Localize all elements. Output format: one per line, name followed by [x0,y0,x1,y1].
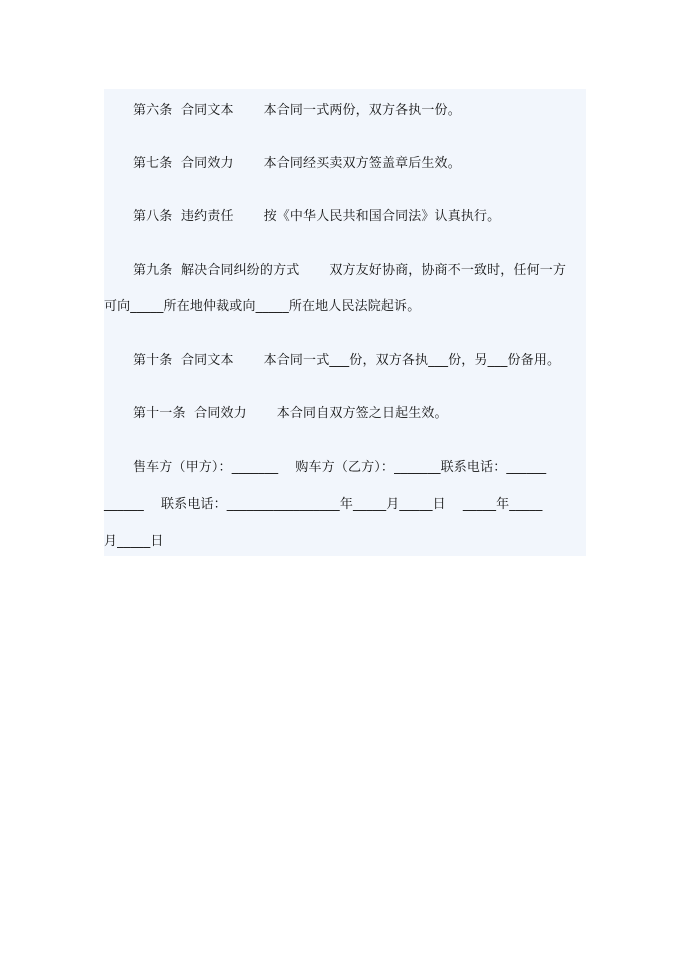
clause-8: 第八条 违约责任 按《中华人民共和国合同法》认真执行。 [133,209,501,224]
clause-6: 第六条 合同文本 本合同一式两份，双方各执一份。 [133,103,461,118]
signature-line-2: ______ 联系电话：_________________年_____月_____日 _____年_____ [104,497,543,512]
clause-10: 第十条 合同文本 本合同一式___份，双方各执___份，另___份备用。 [133,353,561,368]
clause-9-line-2: 可向_____所在地仲裁或向_____所在地人民法院起诉。 [104,299,421,314]
signature-line-3: 月_____日 [104,534,164,549]
signature-line-1: 售车方（甲方）：_______ 购车方（乙方）：_______联系电话：______ [133,460,547,475]
clause-7: 第七条 合同效力 本合同经买卖双方签盖章后生效。 [133,156,461,171]
clause-11: 第十一条 合同效力 本合同自双方签之日起生效。 [133,406,448,421]
clause-9-line-1: 第九条 解决合同纠纷的方式 双方友好协商，协商不一致时，任何一方 [133,263,567,278]
